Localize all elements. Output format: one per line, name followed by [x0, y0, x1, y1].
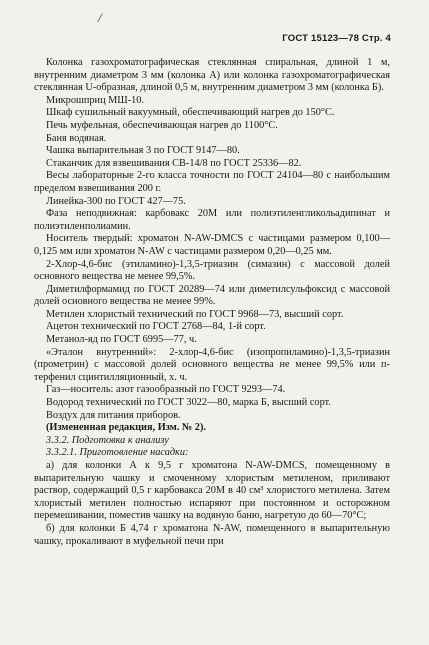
- paragraph: Весы лабораторные 2-го класса точности по ГОСТ 24104—80 с наибольшим пределом взвешивания 200 г.: [34, 170, 390, 194]
- paragraph: Линейка-300 по ГОСТ 427—75.: [46, 195, 186, 207]
- paragraph: Ацетон технический по ГОСТ 2768—84, 1-й сорт.: [46, 321, 266, 333]
- page-header: ГОСТ 15123—78 Стр. 4: [282, 33, 391, 44]
- document-body: [34, 57, 390, 548]
- paragraph: Печь муфельная, обеспечивающая нагрев до 1100°С.: [46, 119, 278, 131]
- paragraph: Колонка газохроматографическая стеклянная спиральная, длиной 1 м, внутренним диаметром 3 мм (колонка А) или колонка газохроматографическая стеклянная U-образная, длиной 0,5 м, внутренним диаметром 3 мм (колонка Б).: [34, 57, 390, 94]
- subsection-heading: 3.3.2.1. Приготовление насадки:: [46, 447, 189, 459]
- paragraph: а) для колонки А к 9,5 г хроматона N-AW-DMCS, помещенному в выпарительную чашку и смоченному хлористым метиленом, приливают раствор, содержащий 0,5 г карбовакса 20М в 40 см³ хлористого метилена. Затем хлористый метилен полностью испаряют при постоянном и осторожном перемешивании, поместив чашку на водяную баню, нагретую до 60—70°С;: [34, 460, 390, 522]
- paragraph: Стаканчик для взвешивания СВ-14/8 по ГОСТ 25336—82.: [46, 157, 302, 169]
- paragraph: Водород технический по ГОСТ 3022—80, марка Б, высший сорт.: [46, 397, 331, 409]
- paragraph: Фаза неподвижная: карбовакс 20М или полиэтиленгликольадипинат и полиэтиленполиамин.: [34, 208, 390, 232]
- paragraph: Газ—носитель: азот газообразный по ГОСТ 9293—74.: [46, 384, 286, 396]
- paragraph: б) для колонки Б 4,74 г хроматона N-AW, помещенного в выпарительную чашку, прокаливают в муфельной печи при: [34, 522, 390, 547]
- paragraph: Метанол-яд по ГОСТ 6995—77, ч.: [46, 334, 197, 346]
- paragraph: Воздух для питания приборов.: [46, 409, 181, 421]
- paragraph: Микрошприц МШ-10.: [46, 94, 144, 106]
- paragraph: «Эталон внутренний»: 2-хлор-4,6-бис (изопропиламино)-1,3,5-триазин (прометрин) с массовой долей основного вещества не менее 99,5% или п-терфенил сцинтилляционный, х. ч.: [34, 346, 390, 383]
- paragraph: Шкаф сушильный вакуумный, обеспечивающий нагрев до 150°С.: [46, 107, 335, 119]
- paragraph: Носитель твердый: хроматон N-AW-DMCS с частицами размером 0,100—0,125 мм или хроматон N-AW с частицами размером 0,20—0,25 мм.: [34, 233, 390, 257]
- paragraph: Метилен хлористый технический по ГОСТ 9968—73, высший сорт.: [46, 308, 344, 320]
- amendment-note: (Измененная редакция, Изм. № 2).: [46, 422, 206, 434]
- paragraph: 2-Хлор-4,6-бис (этиламино)-1,3,5-триазин (симазин) с массовой долей основного вещества не менее 99,5%.: [34, 258, 390, 283]
- handwritten-mark: /: [98, 10, 102, 25]
- paragraph: Диметилформамид по ГОСТ 20289—74 или диметилсульфоксид с массовой долей основного вещества не менее 99%.: [34, 283, 390, 308]
- paragraph: Баня водяная.: [46, 132, 107, 144]
- paragraph: Чашка выпарительная 3 по ГОСТ 9147—80.: [46, 145, 240, 157]
- section-heading: 3.3.2. Подготовка к анализу: [46, 434, 169, 446]
